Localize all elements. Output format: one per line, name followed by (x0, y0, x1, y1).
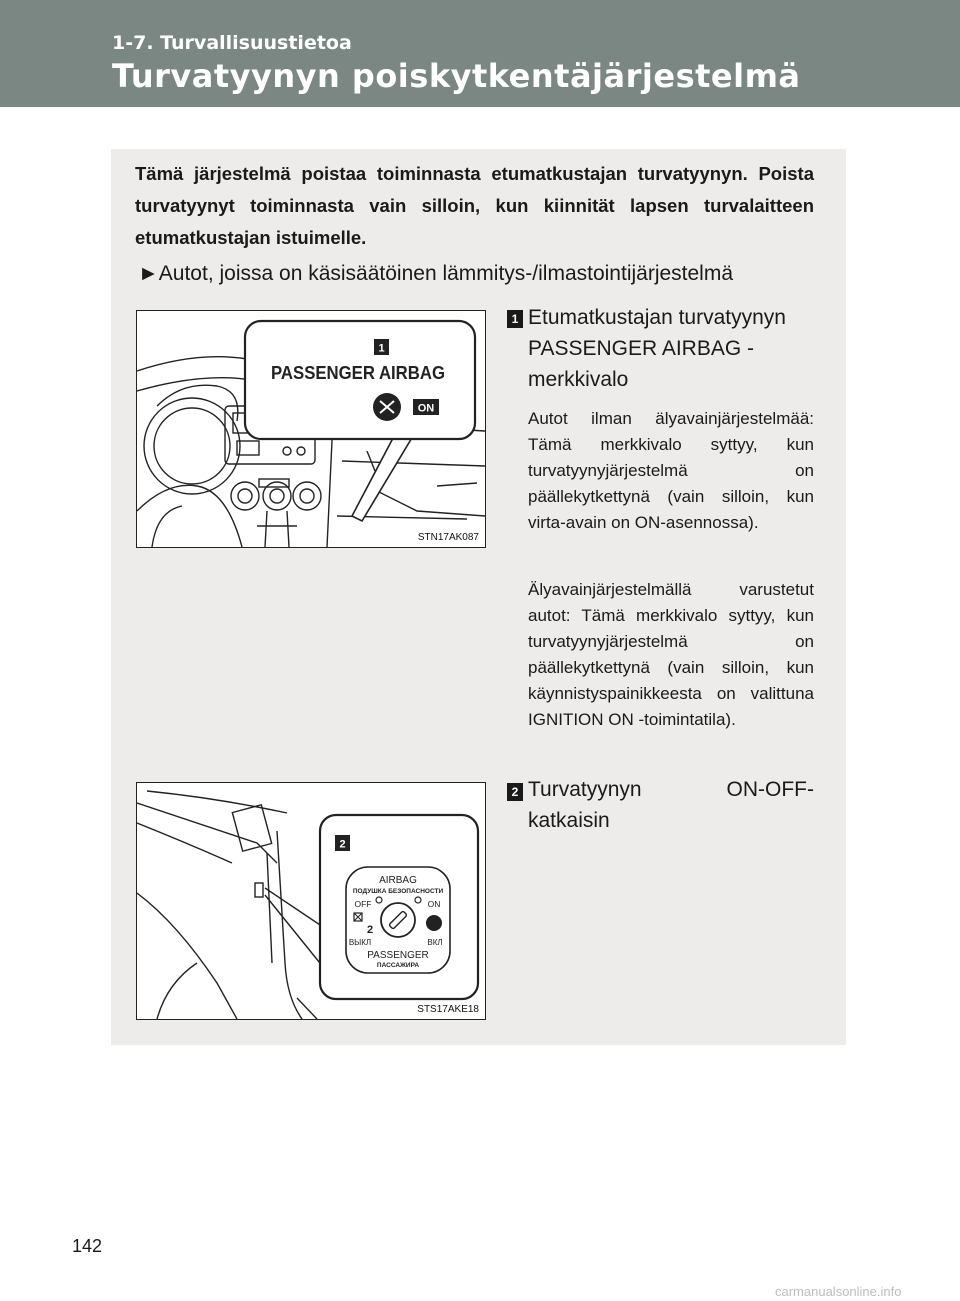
passenger-airbag-label: PASSENGER AIRBAG (271, 363, 445, 383)
intro-text: Tämä järjestelmä poistaa toiminnasta etumatkustajan turvatyynyn. Poista turvatyynyt toiminnasta vain silloin, kun kiinnität lapsen turvalaitteen etumatkustajan istuimelle. (135, 163, 814, 248)
watermark: carmanualsonline.info (775, 1284, 902, 1299)
switch-off-label-ru: ВЫКЛ (348, 938, 372, 947)
airbag-on-icon (426, 915, 442, 931)
page-number: 142 (72, 1236, 103, 1256)
chapter-header (0, 0, 960, 107)
page-title: Turvatyynyn poiskytkentäjärjestelmä (112, 57, 801, 95)
figure1-code: STN17AK087 (417, 532, 479, 543)
item-title-indicator: Etumatkustajan turvatyynyn PASSENGER AIRBAG -merkkivalo (528, 306, 786, 391)
switch-passenger-label: PASSENGER (367, 950, 429, 961)
section-label: 1-7. Turvallisuustietoa (112, 32, 352, 54)
figure-dashboard-indicator (136, 310, 486, 548)
switch-title: AIRBAG (379, 875, 417, 886)
paragraph-no-smart-key: Autot ilman älyavainjärjestelmää: Tämä merkkivalo syttyy, kun turvatyynyjärjestelmä on päällekytkettynä (vain silloin, kun virta-avain on ON-asennossa). (528, 409, 814, 532)
item-title-switch: Turvatyynyn ON-OFF-katkaisin (528, 778, 814, 832)
figure2-callout-number: 2 (339, 838, 346, 851)
item-number-badge: 2 (507, 783, 523, 801)
dashboard-illustration (137, 311, 485, 547)
switch-off-label: OFF (354, 899, 372, 909)
variant-heading: ►Autot, joissa on käsisäätöinen lämmitys-/ilmastointijärjestelmä (138, 262, 734, 285)
figure1-callout-number: 1 (378, 342, 385, 355)
on-indicator-label: ON (417, 402, 435, 415)
paragraph-smart-key: Älyavainjärjestelmällä varustetut autot: Tämä merkkivalo syttyy, kun turvatyynyjärjestelmä on päällekytkettynä (vain silloin, kun käynnistyspainikkeesta on valittuna IGNITION ON -toimintatila). (528, 580, 814, 729)
glovebox-illustration (137, 783, 485, 1019)
switch-on-label: ON (427, 899, 441, 909)
figure-airbag-switch (136, 782, 486, 1020)
figure2-code: STS17AKE18 (417, 1004, 479, 1015)
switch-on-label-ru: ВКЛ (427, 938, 443, 947)
switch-passenger-label-ru: ПАССАЖИРА (376, 962, 420, 969)
switch-title-ru: ПОДУШКА БЕЗОПАСНОСТИ (352, 888, 444, 895)
item-number-badge: 1 (507, 310, 523, 328)
child-seat-count: 2 (367, 924, 374, 936)
